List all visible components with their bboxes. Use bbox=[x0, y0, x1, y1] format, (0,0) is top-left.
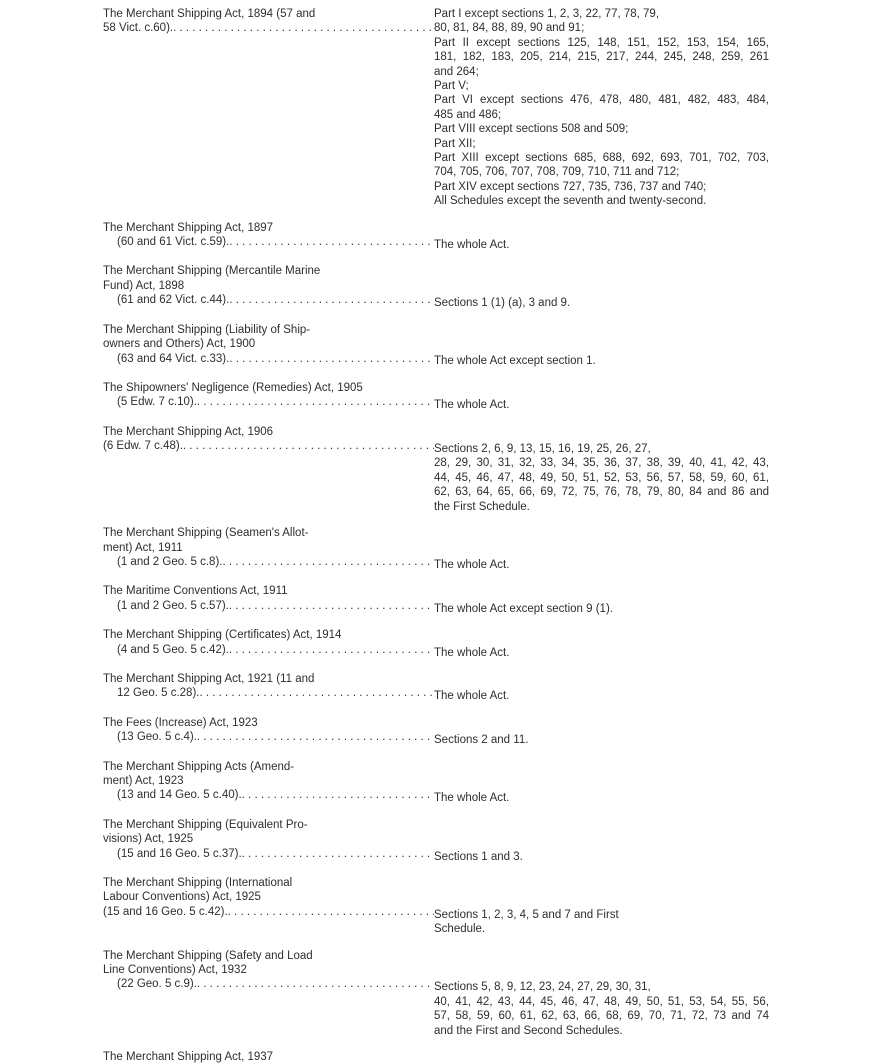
provisions-cell bbox=[434, 381, 769, 413]
act-line bbox=[103, 774, 434, 788]
act-line bbox=[103, 832, 434, 846]
act-line bbox=[103, 672, 434, 686]
dot-leader bbox=[197, 977, 434, 991]
act-line bbox=[103, 264, 434, 278]
act-line-text: The Merchant Shipping (Equivalent Pro- bbox=[103, 818, 308, 831]
act-line bbox=[103, 323, 434, 337]
act-cell bbox=[103, 381, 434, 413]
act-line-text: (1 and 2 Geo. 5 c.8). bbox=[117, 555, 223, 568]
act-line bbox=[103, 628, 434, 642]
act-line-text: The Merchant Shipping (International bbox=[103, 876, 293, 889]
provision-line: Part II except sections 125, 148, 151, 152, 153, 154, 165, bbox=[434, 36, 769, 49]
table-row bbox=[103, 526, 769, 572]
act-line-text: (63 and 64 Vict. c.33). bbox=[117, 352, 230, 365]
table-row bbox=[103, 949, 769, 1038]
table-row bbox=[103, 7, 769, 209]
provisions-cell bbox=[434, 7, 769, 209]
dot-leader bbox=[229, 643, 434, 657]
provision-line: Part VI except sections 476, 478, 480, 481, 482, 483, 484, bbox=[434, 94, 769, 107]
provision-line: and the First and Second Schedules. bbox=[434, 1024, 623, 1037]
act-line bbox=[103, 977, 434, 991]
act-cell bbox=[103, 672, 434, 704]
act-line bbox=[103, 381, 434, 395]
act-cell bbox=[103, 584, 434, 616]
act-line-text: Fund) Act, 1898 bbox=[103, 279, 185, 292]
act-line-text: The Shipowners' Negligence (Remedies) Act, 1905 bbox=[103, 381, 363, 394]
act-line-text: The Merchant Shipping (Safety and Load bbox=[103, 949, 313, 962]
act-line bbox=[103, 395, 434, 409]
provisions-cell bbox=[434, 323, 769, 369]
act-line bbox=[103, 526, 434, 540]
provisions-cell bbox=[434, 425, 769, 514]
act-line-text: The Merchant Shipping (Mercantile Marine bbox=[103, 265, 321, 278]
act-line-text: The Merchant Shipping Act, 1897 bbox=[103, 221, 274, 234]
act-line bbox=[103, 439, 434, 453]
table-row bbox=[103, 760, 769, 806]
provision-line: 181, 182, 183, 205, 214, 215, 217, 244, 245, 248, 259, 261 bbox=[434, 51, 769, 64]
table-row bbox=[103, 716, 769, 748]
dot-leader bbox=[197, 730, 434, 744]
act-line-text: ment) Act, 1911 bbox=[103, 541, 183, 554]
table-row bbox=[103, 323, 769, 369]
dot-leader bbox=[199, 686, 434, 700]
dot-leader bbox=[242, 788, 434, 802]
table-row bbox=[103, 628, 769, 660]
provision-line: Sections 2, 6, 9, 13, 15, 16, 19, 25, 26, 27, bbox=[434, 443, 651, 456]
provisions-cell bbox=[434, 584, 769, 616]
act-line bbox=[103, 890, 434, 904]
act-line bbox=[103, 686, 434, 700]
act-line-text: The Merchant Shipping Act, 1937 bbox=[103, 1050, 274, 1063]
provision-line: Sections 1 (1) (a), 3 and 9. bbox=[434, 297, 571, 310]
provisions-cell bbox=[434, 264, 769, 310]
provision-line: The whole Act. bbox=[434, 646, 510, 659]
act-cell bbox=[103, 7, 434, 209]
act-cell bbox=[103, 323, 434, 369]
act-line bbox=[103, 425, 434, 439]
dot-leader bbox=[229, 293, 434, 307]
provision-line: 704, 705, 706, 707, 708, 709, 710, 711 and 712; bbox=[434, 166, 680, 179]
act-line-text: Line Conventions) Act, 1932 bbox=[103, 963, 247, 976]
act-line-text: owners and Others) Act, 1900 bbox=[103, 338, 256, 351]
act-line bbox=[103, 730, 434, 744]
provision-line: Part XII; bbox=[434, 137, 476, 150]
provisions-cell bbox=[434, 526, 769, 572]
act-line-text: visions) Act, 1925 bbox=[103, 833, 194, 846]
act-line-text: (13 and 14 Geo. 5 c.40). bbox=[117, 789, 242, 802]
provisions-cell bbox=[434, 876, 769, 937]
provision-line: The whole Act. bbox=[434, 239, 510, 252]
provision-line: The whole Act. bbox=[434, 690, 510, 703]
act-cell bbox=[103, 1050, 434, 1064]
dot-leader bbox=[242, 847, 434, 861]
provisions-cell bbox=[434, 672, 769, 704]
provision-line: Sections 1 and 3. bbox=[434, 850, 523, 863]
provisions-cell bbox=[434, 949, 769, 1038]
act-cell bbox=[103, 264, 434, 310]
act-line-text: Labour Conventions) Act, 1925 bbox=[103, 891, 261, 904]
act-line-text: (61 and 62 Vict. c.44). bbox=[117, 294, 230, 307]
act-line bbox=[103, 788, 434, 802]
act-line-text: (15 and 16 Geo. 5 c.42). bbox=[103, 905, 228, 918]
act-line bbox=[103, 643, 434, 657]
act-line-text: The Merchant Shipping Act, 1921 (11 and bbox=[103, 672, 315, 685]
act-line bbox=[103, 584, 434, 598]
act-schedule-table bbox=[103, 7, 769, 1064]
provision-line: 57, 58, 59, 60, 61, 62, 63, 66, 68, 69, 70, 71, 72, 73 and 74 bbox=[434, 1010, 769, 1023]
act-line-text: The Merchant Shipping (Seamen's Allot- bbox=[103, 527, 309, 540]
act-line bbox=[103, 235, 434, 249]
act-line-text: (15 and 16 Geo. 5 c.37). bbox=[117, 847, 242, 860]
provision-line: Sections 1, 2, 3, 4, 5 and 7 and First bbox=[434, 908, 619, 921]
act-line bbox=[103, 293, 434, 307]
provisions-cell bbox=[434, 628, 769, 660]
table-row bbox=[103, 381, 769, 413]
provision-line: All Schedules except the seventh and twenty-second. bbox=[434, 195, 707, 208]
act-line-text: The Merchant Shipping Act, 1894 (57 and bbox=[103, 8, 316, 20]
act-line bbox=[103, 555, 434, 569]
provision-line: Sections 5, 8, 9, 12, 23, 24, 27, 29, 30, 31, bbox=[434, 981, 651, 994]
provision-line: 44, 45, 46, 47, 48, 49, 50, 51, 52, 53, 56, 57, 58, 59, 60, 61, bbox=[434, 471, 769, 484]
act-line-text: 58 Vict. c.60). bbox=[103, 22, 174, 35]
act-line-text: The Maritime Conventions Act, 1911 bbox=[103, 585, 288, 598]
dot-leader bbox=[173, 21, 434, 35]
provision-line: 485 and 486; bbox=[434, 108, 502, 121]
act-line bbox=[103, 716, 434, 730]
provision-line: The whole Act except section 9 (1). bbox=[434, 602, 613, 615]
act-line bbox=[103, 352, 434, 366]
dot-leader bbox=[222, 555, 434, 569]
act-cell bbox=[103, 716, 434, 748]
provisions-cell bbox=[434, 221, 769, 253]
provisions-cell bbox=[434, 716, 769, 748]
act-line-text: (1 and 2 Geo. 5 c.57). bbox=[117, 599, 229, 612]
act-cell bbox=[103, 526, 434, 572]
act-line bbox=[103, 847, 434, 861]
table-row bbox=[103, 876, 769, 937]
provision-line: Part XIII except sections 685, 688, 692, 693, 701, 702, 703, bbox=[434, 152, 769, 165]
table-row bbox=[103, 221, 769, 253]
dot-leader bbox=[229, 599, 434, 613]
act-cell bbox=[103, 876, 434, 937]
act-line bbox=[103, 905, 434, 919]
provision-line: Sections 2 and 11. bbox=[434, 734, 529, 747]
act-line bbox=[103, 1050, 434, 1064]
act-cell bbox=[103, 628, 434, 660]
provisions-cell bbox=[434, 1050, 769, 1064]
act-line bbox=[103, 963, 434, 977]
provision-line: 40, 41, 42, 43, 44, 45, 46, 47, 48, 49, 50, 51, 53, 54, 55, 56, bbox=[434, 995, 769, 1008]
act-line-text: The Fees (Increase) Act, 1923 bbox=[103, 716, 258, 729]
act-line bbox=[103, 337, 434, 351]
provision-line: the First Schedule. bbox=[434, 500, 530, 513]
act-cell bbox=[103, 818, 434, 864]
provision-line: 62, 63, 64, 65, 66, 69, 72, 75, 76, 78, 79, 80, 84 and 86 and bbox=[434, 486, 769, 499]
act-line-text: (4 and 5 Geo. 5 c.42). bbox=[117, 643, 229, 656]
act-line bbox=[103, 818, 434, 832]
act-line bbox=[103, 760, 434, 774]
provision-line: Part XIV except sections 727, 735, 736, 737 and 740; bbox=[434, 180, 707, 193]
provision-line: Schedule. bbox=[434, 923, 486, 936]
provision-line: 80, 81, 84, 88, 89, 90 and 91; bbox=[434, 22, 585, 35]
act-line bbox=[103, 541, 434, 555]
act-line-text: (5 Edw. 7 c.10). bbox=[117, 396, 197, 409]
act-line-text: The Merchant Shipping (Certificates) Act, 1914 bbox=[103, 629, 342, 642]
act-line-text: The Merchant Shipping Act, 1906 bbox=[103, 425, 274, 438]
act-line-text: 12 Geo. 5 c.28). bbox=[117, 687, 200, 700]
table-row bbox=[103, 264, 769, 310]
provision-line: and 264; bbox=[434, 65, 479, 78]
table-row bbox=[103, 584, 769, 616]
table-row bbox=[103, 818, 769, 864]
provision-line: The whole Act. bbox=[434, 792, 510, 805]
provision-line: Part V; bbox=[434, 80, 469, 93]
table-row bbox=[103, 1050, 769, 1064]
dot-leader bbox=[183, 439, 434, 453]
provisions-cell bbox=[434, 818, 769, 864]
act-cell bbox=[103, 425, 434, 514]
table-row bbox=[103, 672, 769, 704]
act-line-text: The Merchant Shipping (Liability of Ship- bbox=[103, 323, 311, 336]
provisions-cell bbox=[434, 760, 769, 806]
dot-leader bbox=[228, 905, 434, 919]
act-line bbox=[103, 279, 434, 293]
act-line bbox=[103, 221, 434, 235]
act-line bbox=[103, 7, 434, 21]
act-line-text: (60 and 61 Vict. c.59). bbox=[117, 236, 230, 249]
provision-line: Part VIII except sections 508 and 509; bbox=[434, 123, 629, 136]
act-line-text: ment) Act, 1923 bbox=[103, 774, 184, 787]
act-cell bbox=[103, 760, 434, 806]
act-line bbox=[103, 876, 434, 890]
provision-line: The whole Act. bbox=[434, 558, 510, 571]
act-line-text: (6 Edw. 7 c.48). bbox=[103, 440, 183, 453]
act-cell bbox=[103, 949, 434, 1038]
dot-leader bbox=[229, 352, 434, 366]
act-line bbox=[103, 21, 434, 35]
act-line-text: (13 Geo. 5 c.4). bbox=[117, 731, 197, 744]
provision-line: 28, 29, 30, 31, 32, 33, 34, 35, 36, 37, 38, 39, 40, 41, 42, 43, bbox=[434, 457, 769, 470]
provision-line: The whole Act except section 1. bbox=[434, 355, 596, 368]
dot-leader bbox=[197, 395, 434, 409]
act-cell bbox=[103, 221, 434, 253]
provision-line: The whole Act. bbox=[434, 399, 510, 412]
dot-leader bbox=[229, 235, 434, 249]
act-line-text: (22 Geo. 5 c.9). bbox=[117, 978, 197, 991]
act-line bbox=[103, 949, 434, 963]
act-line bbox=[103, 599, 434, 613]
table-row bbox=[103, 425, 769, 514]
act-line-text: The Merchant Shipping Acts (Amend- bbox=[103, 760, 295, 773]
provision-line: Part I except sections 1, 2, 3, 22, 77, 78, 79, bbox=[434, 8, 660, 20]
